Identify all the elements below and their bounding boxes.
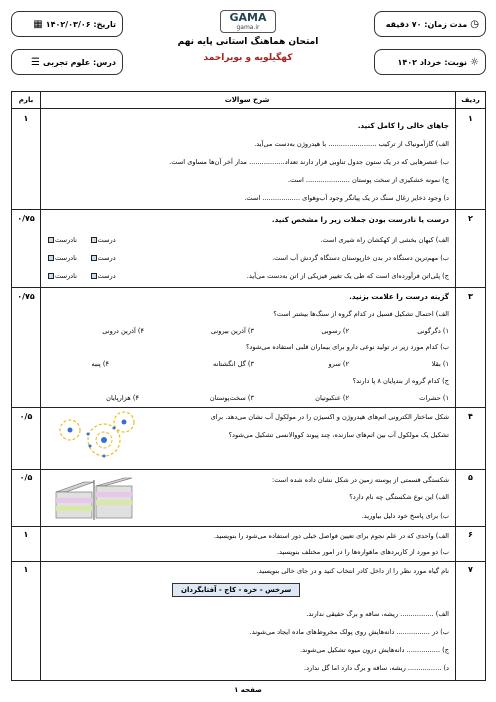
clock-icon: ◷ — [470, 18, 479, 30]
false-label: نادرست — [55, 236, 77, 244]
q7-c: ج) ................ دانه‌هایش درون میوه تشکیل می‌شوند. — [299, 646, 449, 654]
duration-label: مدت زمان: ۷۰ دقیقه — [385, 19, 468, 29]
q7-d: د) ................ ریشه، ساقه و برگ دارد اما گل ندارد. — [304, 664, 449, 672]
q2-c-truefalse — [47, 272, 116, 280]
true-checkbox[interactable] — [91, 273, 97, 279]
row-header: ردیف — [461, 96, 480, 104]
left-block-top — [56, 482, 94, 492]
hydrogen-left-nucleus — [68, 428, 73, 433]
left-layer-green — [56, 506, 92, 511]
fault-block-diagram — [54, 476, 134, 524]
divider — [12, 287, 485, 288]
q2-b-truefalse — [47, 254, 116, 262]
q3-b: ب) کدام مورد زیر در تولید نوعی دارو برای بیماران قلبی استفاده می‌شود؟ — [245, 343, 449, 351]
q3-a-opt2[interactable]: ۲) رسوبی — [321, 327, 349, 335]
divider — [12, 469, 485, 470]
q6-a: الف) واحدی که در علم نجوم برای تعیین فواصل خیلی دور استفاده می‌شود را بنویسید. — [213, 532, 449, 540]
q7-score: ۱ — [23, 565, 29, 574]
sun-icon: ☼ — [470, 56, 479, 68]
right-block-top — [96, 478, 132, 486]
q2-a: الف) کیهان بخشی از کهکشان راه شیری است. — [320, 236, 449, 244]
divider — [12, 209, 485, 210]
right-layer-pink — [96, 492, 132, 497]
q2-b: ب) مهم‌ترین دستگاه در بدن خارپوستان دستگاه گردش آب است. — [272, 254, 449, 262]
duration-box — [374, 11, 486, 37]
electron — [113, 427, 116, 430]
q3-number: ۳ — [468, 292, 473, 301]
q7-word-box: سرخس - خزه - کاج - آفتابگردان — [172, 583, 300, 597]
course-box — [11, 49, 123, 75]
q5-number: ۵ — [468, 473, 473, 482]
term-label: نوبت: خرداد ۱۴۰۲ — [397, 57, 468, 67]
q2-number: ۲ — [468, 214, 473, 223]
q1-c: ج) نمونه خشکیزی از سخت پوستان ..................... است. — [287, 176, 449, 184]
left-block-front — [56, 492, 92, 518]
q3-b-opt1[interactable]: ۱) بقلا — [431, 360, 449, 368]
divider — [12, 108, 485, 109]
true-label: درست — [97, 272, 116, 280]
hydrogen-right-nucleus — [122, 420, 127, 425]
q1-title: جاهای خالی را کامل کنید. — [357, 121, 449, 130]
q5-a: الف) این نوع شکستگی چه نام دارد؟ — [349, 493, 449, 501]
page-footer: صفحه ۱ — [234, 686, 262, 694]
q3-title: گزینه درست را علامت بزنید. — [349, 292, 449, 301]
province-name: کهگیلویه و بویراحمد — [203, 53, 293, 63]
q4-score: ۰/۵ — [19, 412, 33, 421]
q1-score: ۱ — [23, 114, 29, 123]
q7-a: الف) ................ ریشه، ساقه و برگ حقیقی ندارند. — [306, 610, 449, 618]
false-checkbox[interactable] — [48, 273, 54, 279]
q7-number: ۷ — [468, 565, 473, 574]
logo-sub: gama.ir — [236, 24, 260, 31]
q3-a: الف) احتمال تشکیل فسیل در کدام گروه از سنگ‌ها بیشتر است؟ — [273, 310, 449, 318]
q6-b: ب) دو مورد از کاربردهای ماهواره‌ها را در امور مختلف بنویسید. — [276, 548, 449, 556]
q3-a-opt1[interactable]: ۱) دگرگونی — [417, 327, 449, 335]
q3-a-opt4[interactable]: ۴) آذرین درونی — [102, 327, 144, 335]
logo-text: GAMA — [229, 11, 267, 24]
left-layer-pink — [56, 498, 92, 503]
true-label: درست — [97, 254, 116, 262]
row-col-divider — [455, 92, 456, 680]
books-icon: ☰ — [31, 56, 41, 68]
score-header: بارم — [18, 96, 34, 104]
q5-score: ۰/۵ — [19, 473, 33, 482]
q6-number: ۶ — [468, 530, 473, 539]
date-label: تاریخ: ۱۴۰۲/۰۳/۰۶ — [45, 19, 116, 29]
q4-line1: شکل ساختار الکترونی اتم‌های هیدروژن و اکسیژن را در مولکول آب نشان می‌دهد. برای — [210, 413, 449, 421]
q2-a-truefalse — [47, 236, 116, 244]
exam-header — [11, 5, 486, 83]
question-1 — [45, 122, 449, 208]
gama-logo — [220, 10, 275, 33]
true-checkbox[interactable] — [91, 237, 97, 243]
q3-score: ۰/۷۵ — [17, 292, 35, 301]
q3-c-opt3[interactable]: ۳) سخت‌پوستان — [209, 394, 254, 402]
q2-title: درست یا نادرست بودن جملات زیر را مشخص کنید. — [271, 215, 449, 224]
exam-title: امتحان هماهنگ استانی پایه نهم — [177, 37, 319, 47]
true-checkbox[interactable] — [91, 255, 97, 261]
oxygen-nucleus — [101, 437, 107, 443]
term-box — [374, 49, 486, 75]
false-label: نادرست — [55, 272, 77, 280]
q3-b-opt4[interactable]: ۴) پنبه — [91, 360, 109, 368]
water-molecule-diagram — [52, 410, 138, 466]
false-checkbox[interactable] — [48, 255, 54, 261]
question-3 — [45, 293, 449, 405]
false-label: نادرست — [55, 254, 77, 262]
q3-c-opt4[interactable]: ۴) هزارپایان — [106, 394, 139, 402]
q5-b: ب) برای پاسخ خود دلیل بیاورید. — [361, 512, 449, 520]
date-box — [11, 11, 123, 37]
q1-a: الف) گازآمونیاک از ترکیب ....................... با هیدروژن به‌دست می‌آید. — [254, 140, 449, 148]
questions-table — [11, 91, 486, 681]
right-layer-green — [96, 500, 132, 505]
course-label: درس: علوم تجربی — [43, 57, 116, 67]
q3-c-opt2[interactable]: ۲) عنکبوتیان — [315, 394, 349, 402]
q7-b: ب) در ................ دانه‌هایش روی پولک مخروط‌های ماده ایجاد می‌شوند. — [249, 628, 449, 636]
header-center — [135, 5, 361, 83]
q2-score: ۰/۷۵ — [17, 214, 35, 223]
q4-line2: تشکیل یک مولکول آب بین اتم‌های سازنده، چند پیوند کووالانسی تشکیل می‌شود؟ — [228, 431, 449, 439]
score-col-divider — [40, 92, 41, 680]
q3-b-opt2[interactable]: ۲) سرو — [328, 360, 349, 368]
q3-b-opt3[interactable]: ۳) گل انگشتانه — [212, 360, 254, 368]
q3-c: ج) کدام گروه از بندپایان ۸ پا دارند؟ — [352, 377, 449, 385]
true-label: درست — [97, 236, 116, 244]
electron — [87, 433, 90, 436]
q1-b: ب) عنصرهایی که در یک ستون جدول تناوبی قرار دارند تعداد................. مدار آخر آن‌ها مساوی است. — [169, 158, 449, 166]
desc-header: شرح سوالات — [224, 96, 270, 104]
electron — [89, 445, 92, 448]
q6-score: ۱ — [23, 530, 29, 539]
q1-d: د) وجود ذخایر زغال سنگ در یک پیانگر وجود آب‌وهوای .................. است. — [244, 194, 449, 202]
calendar-icon: ▦ — [33, 18, 43, 30]
false-checkbox[interactable] — [48, 237, 54, 243]
q2-c: ج) پلی‌اتن فرآورده‌ای است که طی یک تغییر فیزیکی از اتن به‌دست می‌آید. — [246, 272, 449, 280]
divider — [12, 561, 485, 562]
divider — [12, 526, 485, 527]
q3-c-opt1[interactable]: ۱) حشرات — [419, 394, 449, 402]
q4-number: ۴ — [468, 412, 473, 421]
q1-number: ۱ — [468, 114, 473, 123]
divider — [12, 407, 485, 408]
q5-line1: شکستگی قسمتی از پوسته زمین در شکل نشان داده شده است: — [271, 476, 449, 484]
electron — [103, 455, 106, 458]
q7-line1: نام گیاه مورد نظر را از داخل کادر انتخاب کنید و در جای خالی بنویسید. — [256, 567, 449, 575]
q3-a-opt3[interactable]: ۳) آذرین بیرونی — [210, 327, 254, 335]
